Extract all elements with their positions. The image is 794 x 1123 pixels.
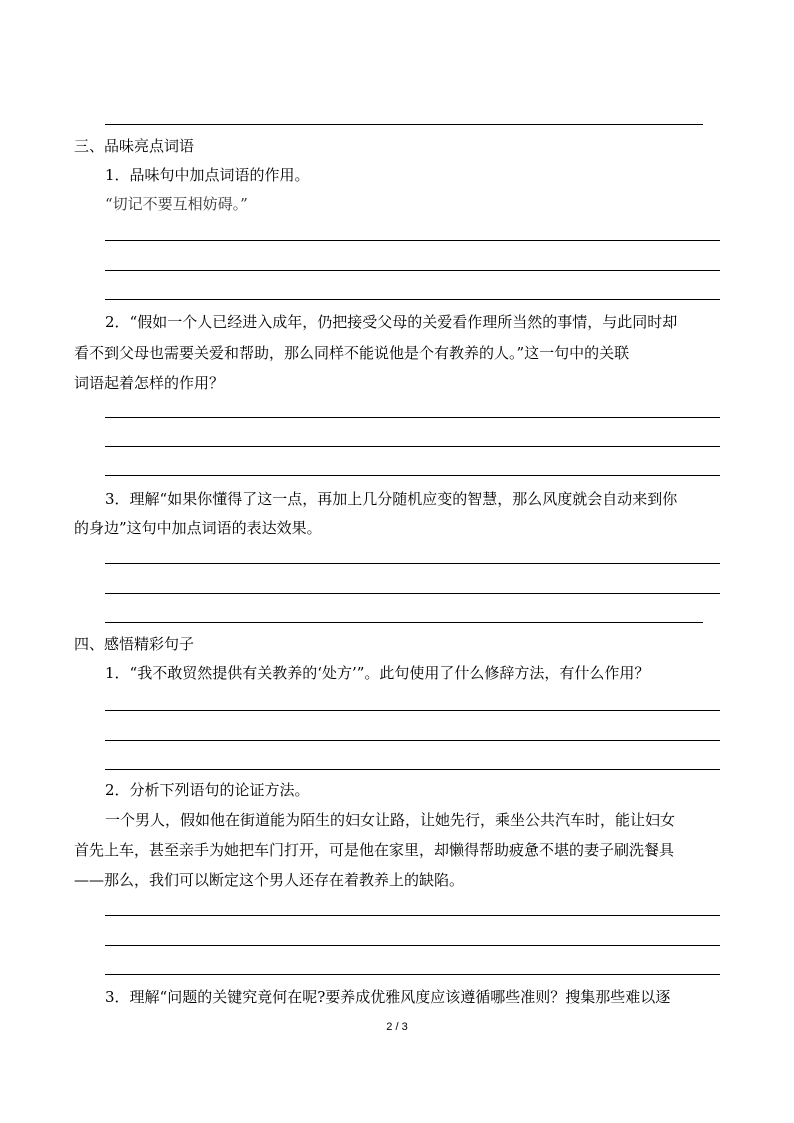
page-number: 2 / 3 xyxy=(386,1021,408,1033)
answer-line xyxy=(105,974,720,975)
answer-line xyxy=(105,945,720,946)
answer-line xyxy=(105,593,720,594)
answer-line xyxy=(105,417,720,418)
answer-line xyxy=(105,915,720,916)
question-text: 3．理解“问题的关键究竟何在呢?要养成优雅风度应该遵循哪些准则？搜集那些难以逐 xyxy=(105,988,671,1006)
question-text: 词语起着怎样的作用？ xyxy=(74,374,225,392)
answer-line xyxy=(105,622,703,623)
question-prompt: 2．分析下列语句的论证方法。 xyxy=(105,781,310,799)
question-text: 2．“假如一个人已经进入成年，仍把接受父母的关爱看作理所当然的事情，与此同时却 xyxy=(105,313,678,331)
answer-line xyxy=(105,475,720,476)
question-prompt: 1．品味句中加点词语的作用。 xyxy=(105,166,310,184)
answer-line xyxy=(105,124,703,125)
answer-line xyxy=(105,270,720,271)
question-text: 看不到父母也需要关爱和帮助，那么同样不能说他是个有教养的人。”这一句中的关联 xyxy=(74,344,630,362)
passage-text: ——那么，我们可以断定这个男人还存在着教养上的缺陷。 xyxy=(74,871,465,889)
answer-line xyxy=(105,769,720,770)
answer-line xyxy=(105,240,720,241)
passage-text: 一个男人，假如他在街道能为陌生的妇女让路，让她先行，乘坐公共汽车时，能让妇女 xyxy=(105,811,676,829)
answer-line xyxy=(105,446,720,447)
quoted-sentence: “切记不要互相妨碍。” xyxy=(105,195,248,213)
question-prompt: 1．“我不敢贸然提供有关教养的‘处方’”。此句使用了什么修辞方法，有什么作用？ xyxy=(105,664,650,682)
answer-line xyxy=(105,740,720,741)
answer-line xyxy=(105,299,720,300)
passage-text: 首先上车，甚至亲手为她把车门打开，可是他在家里，却懒得帮助疲惫不堪的妻子刷洗餐具 xyxy=(74,841,675,859)
section-heading: 四、感悟精彩句子 xyxy=(74,635,195,653)
answer-line xyxy=(105,563,720,564)
question-text: 的身边”这句中加点词语的表达效果。 xyxy=(74,519,322,537)
question-text: 3．理解“如果你懂得了这一点，再加上几分随机应变的智慧，那么风度就会自动来到你 xyxy=(105,490,678,508)
section-heading: 三、品味亮点词语 xyxy=(74,137,195,155)
answer-line xyxy=(105,710,720,711)
